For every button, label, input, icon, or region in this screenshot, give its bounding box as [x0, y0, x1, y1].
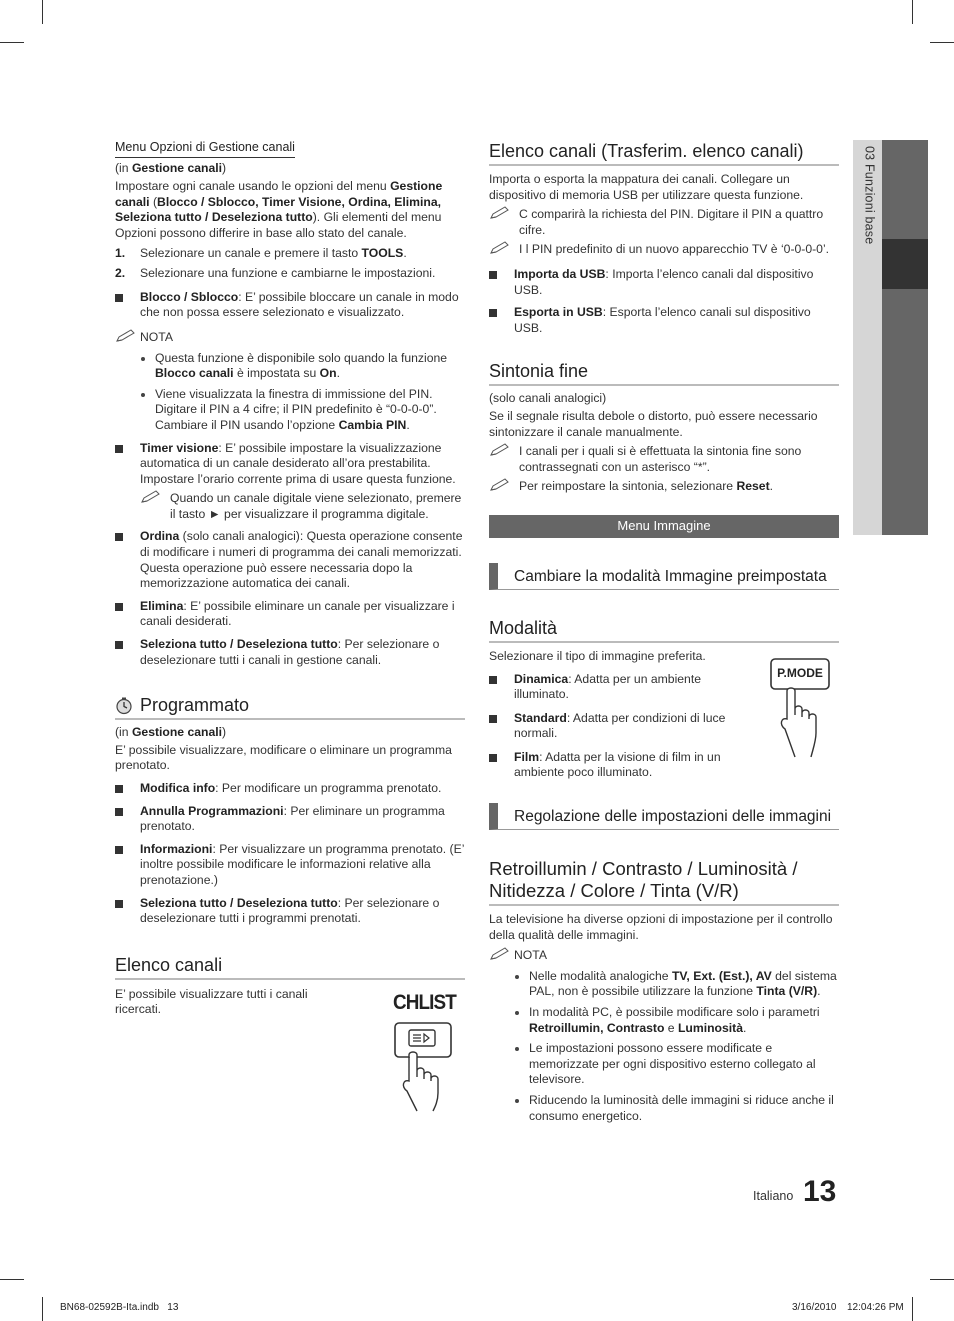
timer-note: Quando un canale digitale viene selezionato, premere il tasto ► per visualizzare il programma digitale.	[140, 491, 465, 522]
pmode-remote-illustration	[769, 657, 833, 767]
page-number: 13	[803, 1175, 837, 1208]
left-column	[115, 140, 465, 1107]
note-pencil-icon	[489, 206, 511, 220]
elenco-text: E’ possibile visualizzare tutti i canali ricercati.	[115, 986, 308, 1017]
elenco-title: Elenco canali	[115, 954, 465, 980]
menu-title: Menu Opzioni di Gestione canali	[115, 140, 295, 158]
esporta-item: Esporta in USB: Esporta l’elenco canali sul dispositivo USB.	[489, 305, 839, 336]
intro-text: Impostare ogni canale usando le opzioni del menu Gestione canali (Blocco / Sblocco, Timer Visione, Ordina, Elimina, Seleziona tutto / Deseleziona tutto). Gli elementi del menu Opzioni possono differire in base allo stato del canale.	[115, 179, 443, 240]
modalita-item: Standard: Adatta per condizioni di luce normali.	[489, 711, 749, 742]
retro-title: Retroillumin / Contrasto / Luminosità / Nitidezza / Colore / Tinta (V/R)	[489, 858, 839, 906]
programmato-title: Programmato	[115, 694, 465, 720]
prog-item: Informazioni: Per visualizzare un programma prenotato. (E’ inoltre possibile modificare le informazioni relative alla prenotazione.)	[115, 842, 465, 889]
blocco-bullet-2: Viene visualizzata la finestra di immissione del PIN. Digitare il PIN a 4 cifre; il PIN predefinito è “0-0-0-0”. Cambiare il PIN usando l’opzione Cambia PIN.	[115, 387, 465, 434]
regolazione-title: Regolazione delle impostazioni delle immagini	[489, 803, 839, 830]
chlist-remote-illustration	[393, 990, 473, 1115]
ordina-item: Ordina (solo canali analogici): Questa operazione consente di modificare i numeri di programma dei canali memorizzati. Questa operazione può essere necessaria dopo la memorizzazione automatica dei canali.	[115, 529, 465, 591]
modalita-title: Modalità	[489, 617, 839, 643]
modalita-item: Film: Adatta per la visione di film in un ambiente poco illuminato.	[489, 750, 749, 781]
prog-in: (in Gestione canali)	[115, 725, 227, 740]
prog-item: Modifica info: Per modificare un programma prenotato.	[115, 781, 465, 797]
pmode-label: P.MODE	[777, 665, 823, 680]
footer-date: 3/16/2010	[792, 1302, 837, 1313]
elimina-item: Elimina: E’ possibile eliminare un canale per visualizzare i canali desiderati.	[115, 599, 465, 630]
footer-language: Italiano	[753, 1189, 794, 1203]
side-tab-marker	[882, 239, 928, 289]
side-tab-dark	[882, 140, 928, 535]
modalita-item: Dinamica: Adatta per un ambiente illuminato.	[489, 672, 749, 703]
sintonia-title: Sintonia fine	[489, 360, 839, 386]
note-pencil-icon	[489, 478, 511, 492]
prog-item: Seleziona tutto / Deseleziona tutto: Per selezionare o deselezionare tutti i programmi prenotati.	[115, 896, 465, 927]
clock-icon	[115, 697, 133, 715]
timer-item: Timer visione: E’ possibile impostare la visualizzazione automatica di un canale desiderato all’ora prestabilita. Impostare l’orario corrente prima di usare questa funzione.	[115, 441, 465, 488]
retro-intro: La televisione ha diverse opzioni di impostazione per il controllo della qualità delle immagini.	[489, 912, 833, 942]
step-2: 2. Selezionare una funzione e cambiarne le impostazioni.	[115, 266, 436, 281]
in-gestione: (in Gestione canali)	[115, 160, 227, 175]
trasf-note-2: I l PIN predefinito di un nuovo apparecchio TV è ‘0-0-0-0’.	[489, 242, 839, 258]
cambiare-title: Cambiare la modalità Immagine preimpostata	[489, 563, 839, 590]
side-tab-label: 03 Funzioni base	[862, 146, 877, 245]
footer-file: BN68-02592B-Ita.indb 13	[60, 1302, 179, 1313]
note-pencil-icon	[140, 490, 162, 504]
trasf-note-1: C comparirà la richiesta del PIN. Digitare il PIN a quattro cifre.	[489, 207, 839, 238]
elenco-section	[115, 987, 465, 1107]
prog-item: Annulla Programmazioni: Per eliminare un programma prenotato.	[115, 804, 465, 835]
retro-bullet: Nelle modalità analogiche TV, Ext. (Est.), AV del sistema PAL, non è possibile utilizzare la funzione Tinta (V/R).	[489, 969, 839, 1000]
note-pencil-icon	[489, 947, 511, 961]
note-pencil-icon	[489, 443, 511, 457]
menu-immagine-banner: Menu Immagine	[489, 515, 839, 538]
footer-time: 12:04:26 PM	[847, 1302, 904, 1313]
sintonia-note-1: I canali per i quali si è effettuata la sintonia fine sono contrassegnati con un asterisco “*”.	[489, 444, 839, 475]
trasf-title: Elenco canali (Trasferim. elenco canali)	[489, 140, 839, 166]
blocco-bullet-1: Questa funzione è disponibile solo quando la funzione Blocco canali è impostata su On.	[115, 351, 465, 382]
step-1: 1. Selezionare un canale e premere il tasto TOOLS.	[115, 245, 407, 260]
sintonia-sub: (solo canali analogici)	[489, 391, 607, 406]
retro-bullet: Le impostazioni possono essere modificate e memorizzate per ogni dispositivo esterno collegato al televisore.	[489, 1041, 839, 1088]
note-pencil-icon	[489, 241, 511, 255]
sintonia-note-2: Per reimpostare la sintonia, selezionare Reset.	[489, 479, 839, 495]
importa-item: Importa da USB: Importa l’elenco canali dal dispositivo USB.	[489, 267, 839, 298]
retro-bullet: Riducendo la luminosità delle immagini si riduce anche il consumo energetico.	[489, 1093, 839, 1124]
nota-heading: NOTA	[115, 330, 465, 346]
blocco-item: Blocco / Sblocco: E’ possibile bloccare un canale in modo che non possa essere selezionato e visualizzato.	[115, 290, 465, 321]
modalita-intro: Selezionare il tipo di immagine preferita.	[489, 648, 706, 663]
chlist-label: CHLIST	[393, 990, 456, 1014]
sintonia-intro: Se il segnale risulta debole o distorto, può essere necessario sintonizzare il canale manualmente.	[489, 408, 818, 439]
modalita-section	[489, 649, 839, 781]
retro-nota-heading: NOTA	[489, 948, 839, 964]
prog-intro: E’ possibile visualizzare, modificare o eliminare un programma prenotato.	[115, 742, 452, 773]
retro-bullet: In modalità PC, è possibile modificare solo i parametri Retroillumin, Contrasto e Luminosità.	[489, 1005, 839, 1036]
right-column	[489, 140, 839, 1124]
trasf-intro: Importa o esporta la mappatura dei canali. Collegare un dispositivo di memoria USB per utilizzare questa funzione.	[489, 172, 804, 202]
note-pencil-icon	[115, 329, 137, 343]
hand-press-icon	[393, 1021, 455, 1113]
seleziona-item: Seleziona tutto / Deseleziona tutto: Per selezionare o deselezionare tutti i canali in gestione canali.	[115, 637, 465, 668]
